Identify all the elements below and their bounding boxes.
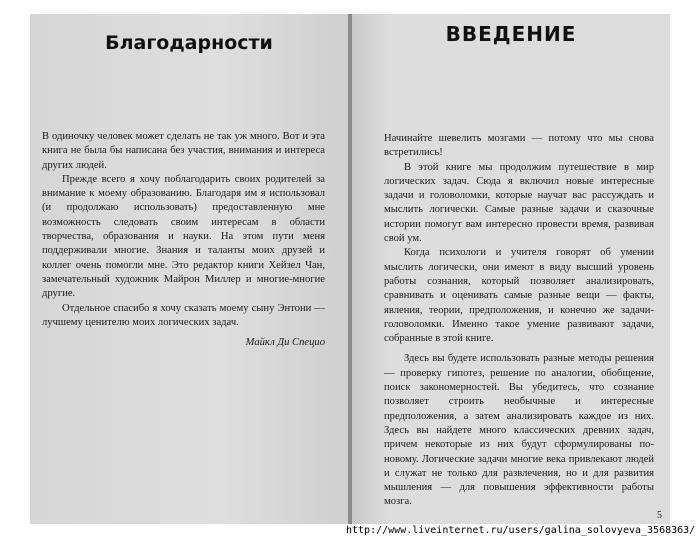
paragraph: Прежде всего я хочу поблагодарить своих родителей за внимание к моему образованию. Благодаря им я использовал (и продолжаю использовать) предоставленную мне возможность следовать своим интересам в области творчества, образования и науки. На этом пути меня поддерживали многие. Знания и таланты моих друзей и коллег очень помогли мне. Это редактор книги Хейзел Чан, замечательный художник Майрон Миллер и многие-многие другие. <box>42 173 325 300</box>
watermark-url: http://www.liveinternet.ru/users/galina_solovyeva_3568363/ <box>346 525 696 536</box>
introduction-title: ВВЕДЕНИЕ <box>445 22 577 46</box>
introduction-text <box>384 132 654 510</box>
author-signature: Майкл Ди Специо <box>245 337 325 349</box>
paragraph: Здесь вы будете использовать разные методы решения — проверку гипотез, решение по аналогии, обобщение, поиск закономерностей. Вы убедитесь, что сознание позволяет строить необычные и интересные предположения, а затем анализировать каждое из них. Здесь вы найдете много классических древних задач, причем некоторые из них будут сформулированы по-новому. Логические задачи многие века привлекают людей и служат не только для развлечения, но и для развития мышления — для повышения эффективности работы мозга. <box>384 353 654 508</box>
page-number: 5 <box>657 510 662 521</box>
paragraph: В этой книге мы продолжим путешествие в мир логических задач. Сюда я включил новые интересные задачи и головоломки, которые научат вас рассуждать и мыслить логически. Самые разные задачи и сказочные истории помогут вам интересно провести время, развивая свой ум. <box>384 161 654 245</box>
paragraph: Отдельное спасибо я хочу сказать моему сыну Энтони — лучшему ценителю моих логических задач. <box>42 302 325 328</box>
left-page <box>30 14 348 524</box>
paragraph: В одиночку человек может сделать не так уж много. Вот и эта книга не была бы написана без участия, внимания и интереса других людей. <box>42 131 325 171</box>
paragraph: Когда психологи и учителя говорят об умении мыслить логически, они имеют в виду высший уровень работы сознания, который позволяет анализировать, сравнивать и оценивать самые разные вещи — факты, явления, теории, предположения, и конечно же задачи-головоломки. Именно такое умение развивают задачи, собранные в этой книге. <box>384 247 654 345</box>
acknowledgements-title: Благодарности <box>105 32 273 54</box>
paragraph: Начинайте шевелить мозгами — потому что мы снова встретились! <box>384 133 654 159</box>
book-spread <box>30 14 670 524</box>
right-page <box>352 14 670 524</box>
acknowledgements-text <box>42 130 325 350</box>
